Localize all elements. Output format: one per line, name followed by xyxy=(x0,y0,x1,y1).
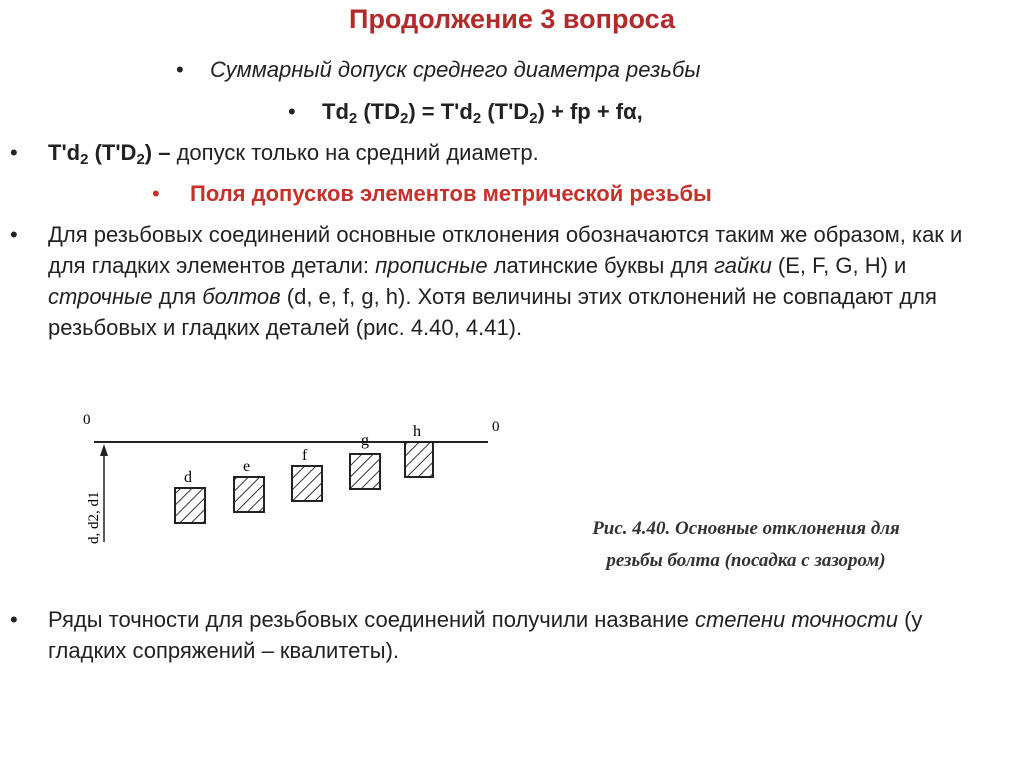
tolerance-field-e xyxy=(234,458,264,512)
bullet-marker: • xyxy=(10,140,18,165)
fields-heading: Поля допусков элементов метрической резьбы xyxy=(190,181,712,206)
page-title: Продолжение 3 вопроса xyxy=(349,4,675,34)
bullet-marker: • xyxy=(288,99,296,124)
accuracy-paragraph: Ряды точности для резьбовых соединений получили название степени точности (у гладких сопряжений – квалитеты). xyxy=(48,607,923,663)
field-label-h: h xyxy=(413,423,421,440)
tolerance-field-h xyxy=(405,423,433,477)
figure-caption: Рис. 4.40. Основные отклонения для резьбы болта (посадка с зазором) xyxy=(592,518,900,571)
sum-tolerance-text: Суммарный допуск среднего диаметра резьбы xyxy=(210,57,701,82)
field-label-e: e xyxy=(243,458,251,475)
field-label-g: g xyxy=(361,432,369,449)
bullet-marker: • xyxy=(10,222,18,247)
mean-diameter-text: $T'd_2$ $(T'D_2)$ – допуск только на средний диаметр. xyxy=(48,140,539,168)
zero-label-left: 0 xyxy=(83,412,91,428)
field-label-f: f xyxy=(302,447,308,464)
bullet-marker: • xyxy=(10,607,18,632)
deviation-diagram xyxy=(0,408,520,558)
formula-text: $Td_2$ $(TD_2) = T'd_2$ $(T'D_2)$ + fp + fα, xyxy=(322,99,643,127)
bullet-marker: • xyxy=(176,57,184,82)
axis-arrow-icon xyxy=(100,444,108,456)
bullet-marker: • xyxy=(152,181,160,206)
axis-label: d, d2, d1 xyxy=(86,491,102,544)
field-label-d: d xyxy=(184,469,192,486)
tolerance-field-d xyxy=(175,469,205,523)
tolerance-field-f xyxy=(292,447,322,501)
zero-label-right: 0 xyxy=(492,419,500,435)
tolerance-field-g xyxy=(350,432,380,489)
deviation-paragraph: Для резьбовых соединений основные отклонения обозначаются таким же образом, как и для гладких элементов детали: прописные латинские буквы для гайки (E, F, G, H) и строчные для болтов (d, e, f, g, h). Хотя величины этих отклонений не совпадают для резьбовых и гладких деталей (рис. 4.40, 4.41). xyxy=(48,222,963,340)
